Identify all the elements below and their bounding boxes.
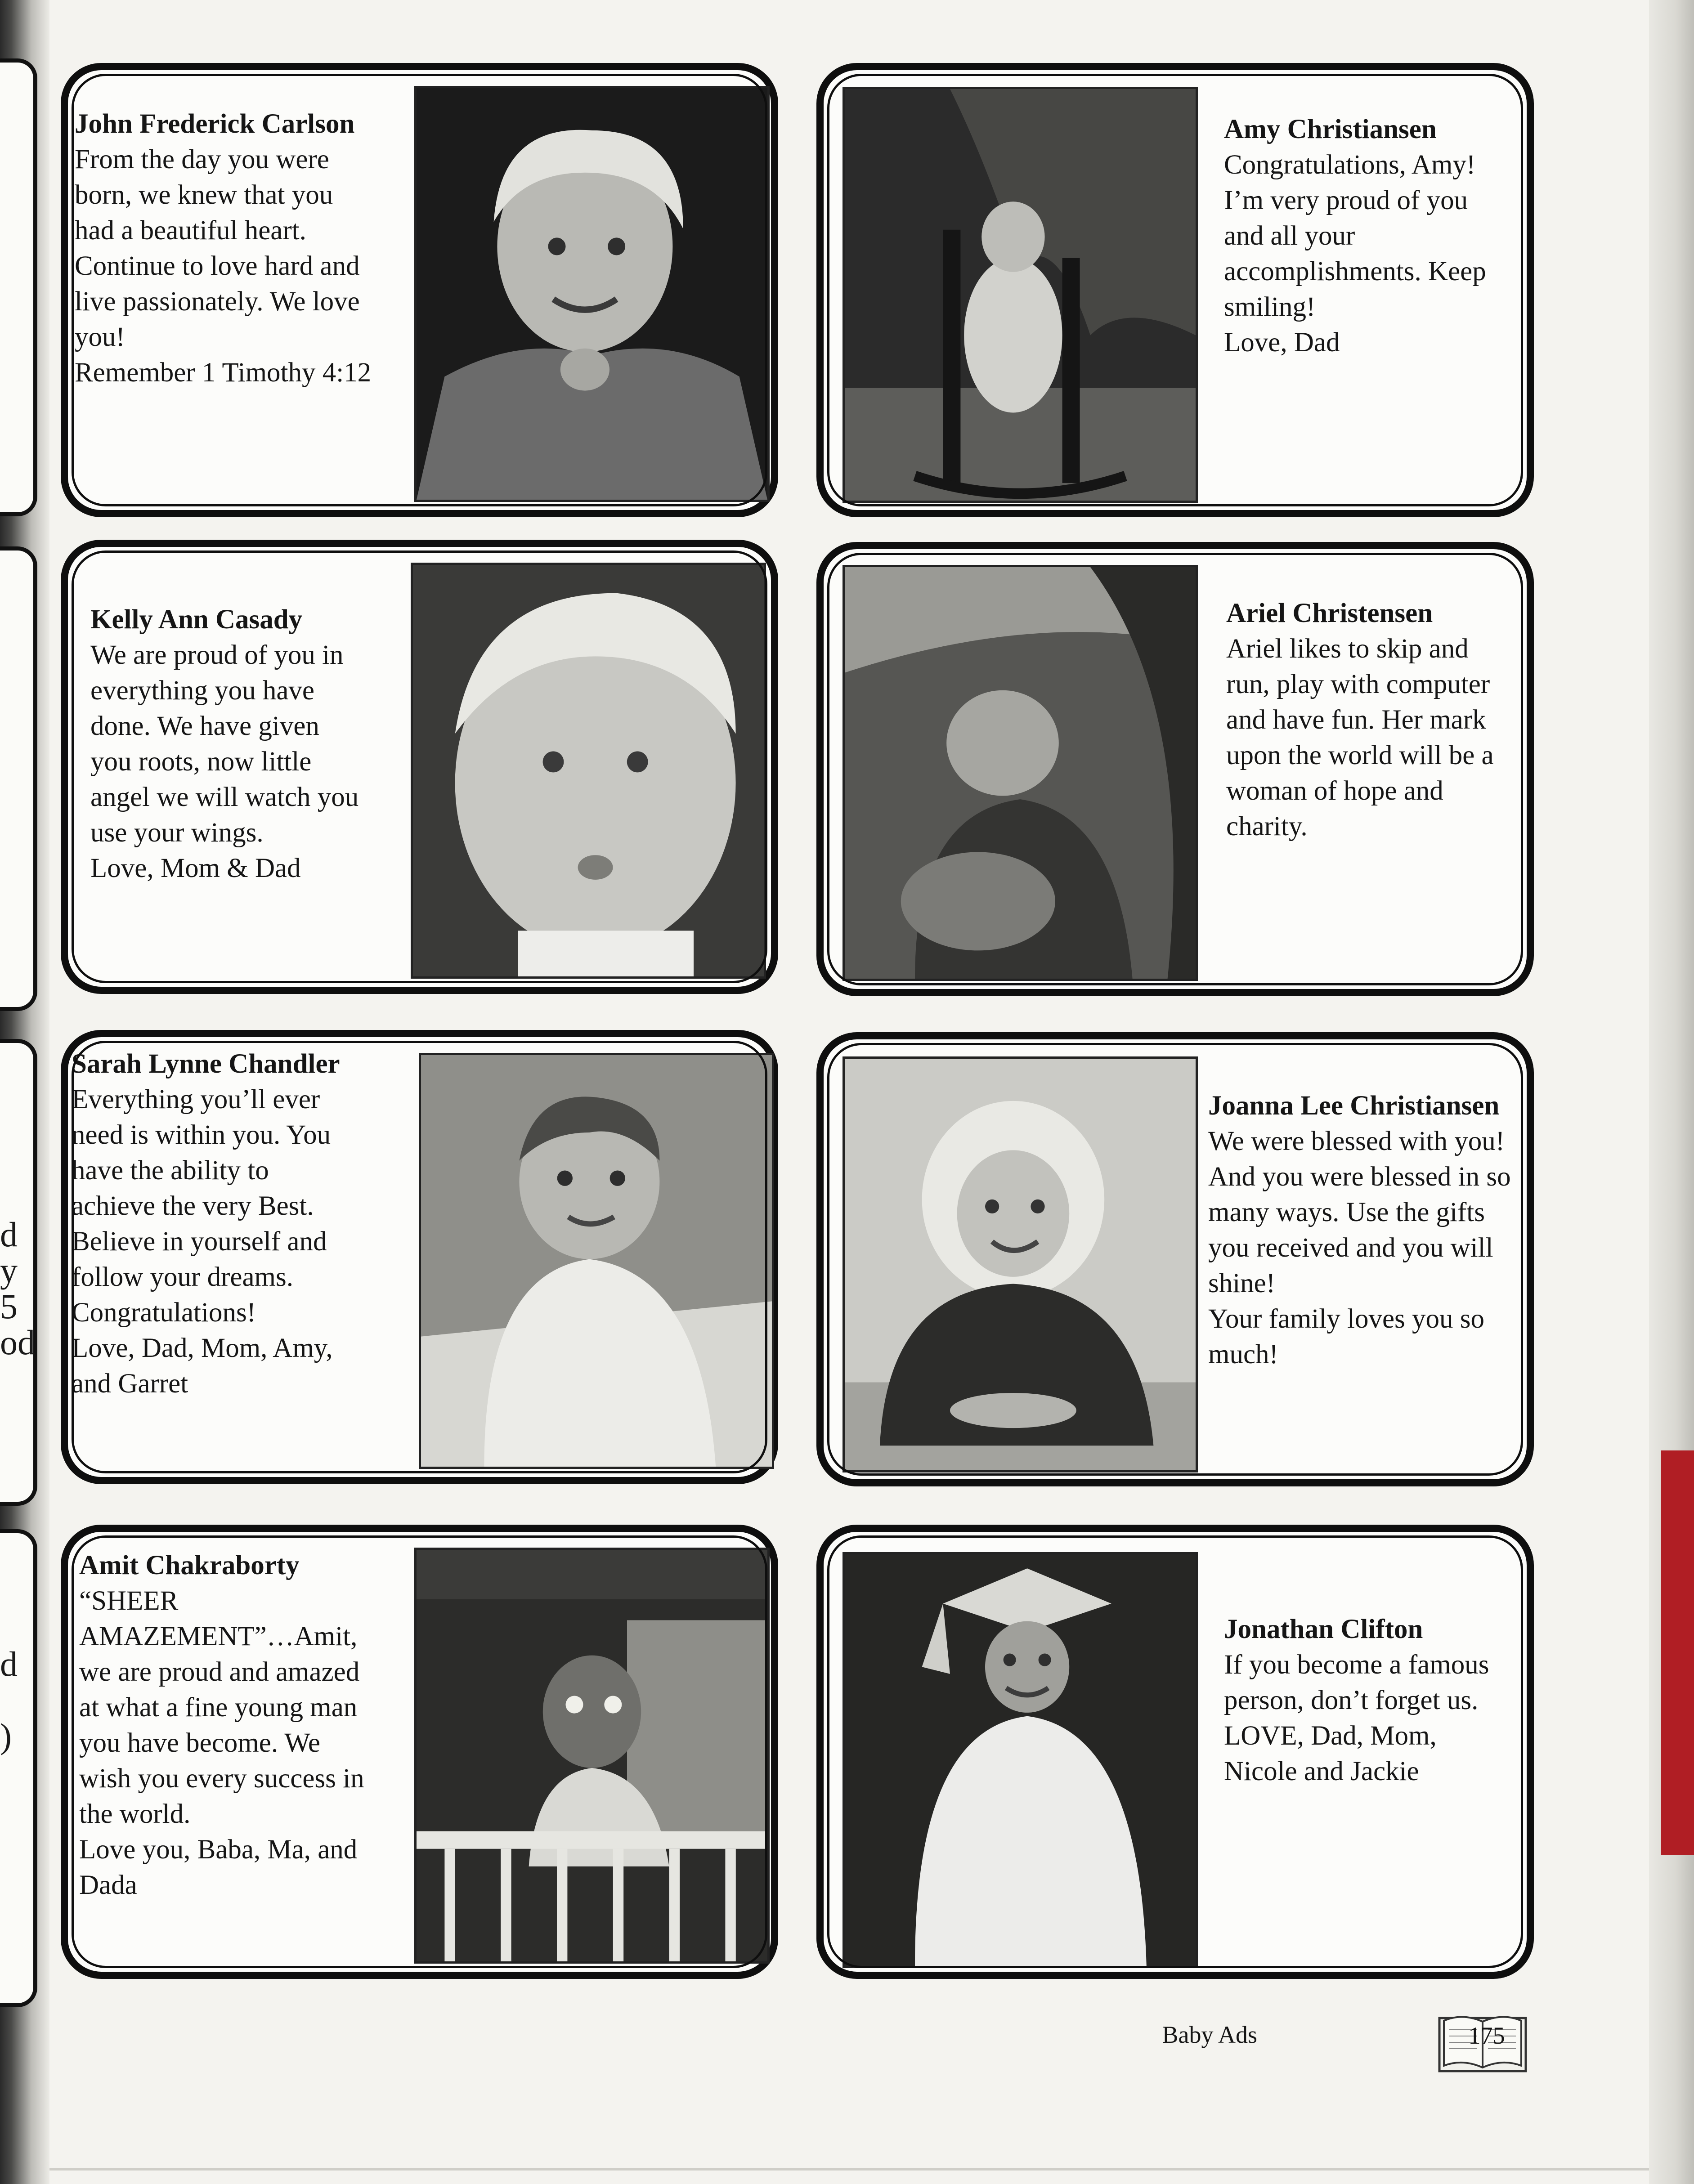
facing-page-frame-2 — [0, 546, 37, 1011]
facing-page-text-fragment: d — [0, 1644, 18, 1683]
facing-page-text-fragment: 5 — [0, 1287, 18, 1326]
ad-message: Ariel likes to skip and run, play with computer and have fun. Her mark upon the world will be a woman of hope and charity. — [1226, 634, 1494, 841]
ad-name: Ariel Christensen — [1226, 598, 1433, 628]
ad-text — [1226, 595, 1550, 844]
ad-message: We were blessed with you! And you were blessed in so many ways. Use the gifts you received and you will shine! Your family loves you so much! — [1208, 1126, 1511, 1369]
facing-page-frame-1 — [0, 58, 37, 516]
ad-name: Amy Christiansen — [1224, 114, 1437, 144]
section-label: Baby Ads — [1162, 2021, 1257, 2048]
child-photo — [419, 1053, 774, 1469]
ad-text — [72, 1046, 395, 1401]
ad-message: Everything you’ll ever need is within you. You have the ability to achieve the very Best. Believe in yourself and follow your dreams. Congratulations! Love, Dad, Mom, Amy, and Garret — [72, 1084, 333, 1399]
ad-name: John Frederick Carlson — [75, 109, 355, 139]
facing-page-text-fragment: d — [0, 1215, 18, 1254]
ad-name: Kelly Ann Casady — [90, 604, 303, 635]
facing-page-text-fragment: od — [0, 1323, 35, 1362]
facing-page-frame-4 — [0, 1529, 37, 2007]
ad-text — [75, 106, 399, 390]
ad-card-jonathan-clifton — [816, 1525, 1534, 1979]
ad-text — [90, 602, 414, 886]
ad-text — [1208, 1088, 1532, 1372]
ad-card-amit-chakraborty — [61, 1525, 778, 1979]
ad-name: Jonathan Clifton — [1224, 1614, 1423, 1644]
ad-name: Amit Chakraborty — [79, 1550, 300, 1580]
ad-message: If you become a famous person, don’t forget us. LOVE, Dad, Mom, Nicole and Jackie — [1224, 1650, 1489, 1786]
ad-name: Sarah Lynne Chandler — [72, 1049, 340, 1079]
child-photo — [414, 86, 770, 502]
ad-message: Congratulations, Amy! I’m very proud of you and all your accomplishments. Keep smiling! Love, Dad — [1224, 150, 1486, 358]
ad-card-joanna-christiansen — [816, 1032, 1534, 1486]
ad-text — [79, 1548, 403, 1903]
ad-card-kelly-casady — [61, 540, 778, 994]
ad-name: Joanna Lee Christiansen — [1208, 1091, 1500, 1121]
ad-text — [1224, 112, 1548, 360]
ad-card-amy-christiansen — [816, 63, 1534, 517]
ad-card-sarah-chandler — [61, 1030, 778, 1484]
ad-card-ariel-christensen — [816, 542, 1534, 996]
page-right-edge — [1649, 0, 1694, 2184]
child-photo — [843, 87, 1198, 503]
facing-page-text-fragment: y — [0, 1251, 18, 1290]
child-photo — [843, 1056, 1198, 1472]
facing-page-text-fragment: ) — [0, 1716, 12, 1755]
child-photo — [414, 1548, 770, 1964]
child-photo — [411, 563, 766, 979]
ad-text — [1224, 1611, 1548, 1789]
child-photo — [843, 565, 1198, 981]
page-number: 175 — [1468, 2022, 1505, 2049]
ad-message: We are proud of you in everything you have done. We have given you roots, now little angel we will watch you use your wings. Love, Mom & Dad — [90, 640, 359, 883]
spine-red-band — [1661, 1450, 1694, 1855]
child-photo — [843, 1552, 1198, 1968]
ad-card-john-carlson — [61, 63, 778, 517]
page-bottom-edge — [49, 2168, 1649, 2171]
ad-message: From the day you were born, we knew that you had a beautiful heart. Continue to love hard and live passionately. We love you! Remember 1 Timothy 4:12 — [75, 144, 372, 388]
ad-message: “SHEER AMAZEMENT”…Amit, we are proud and amazed at what a fine young man you have become. We wish you every success in the world. Love you, Baba, Ma, and Dada — [79, 1586, 364, 1900]
